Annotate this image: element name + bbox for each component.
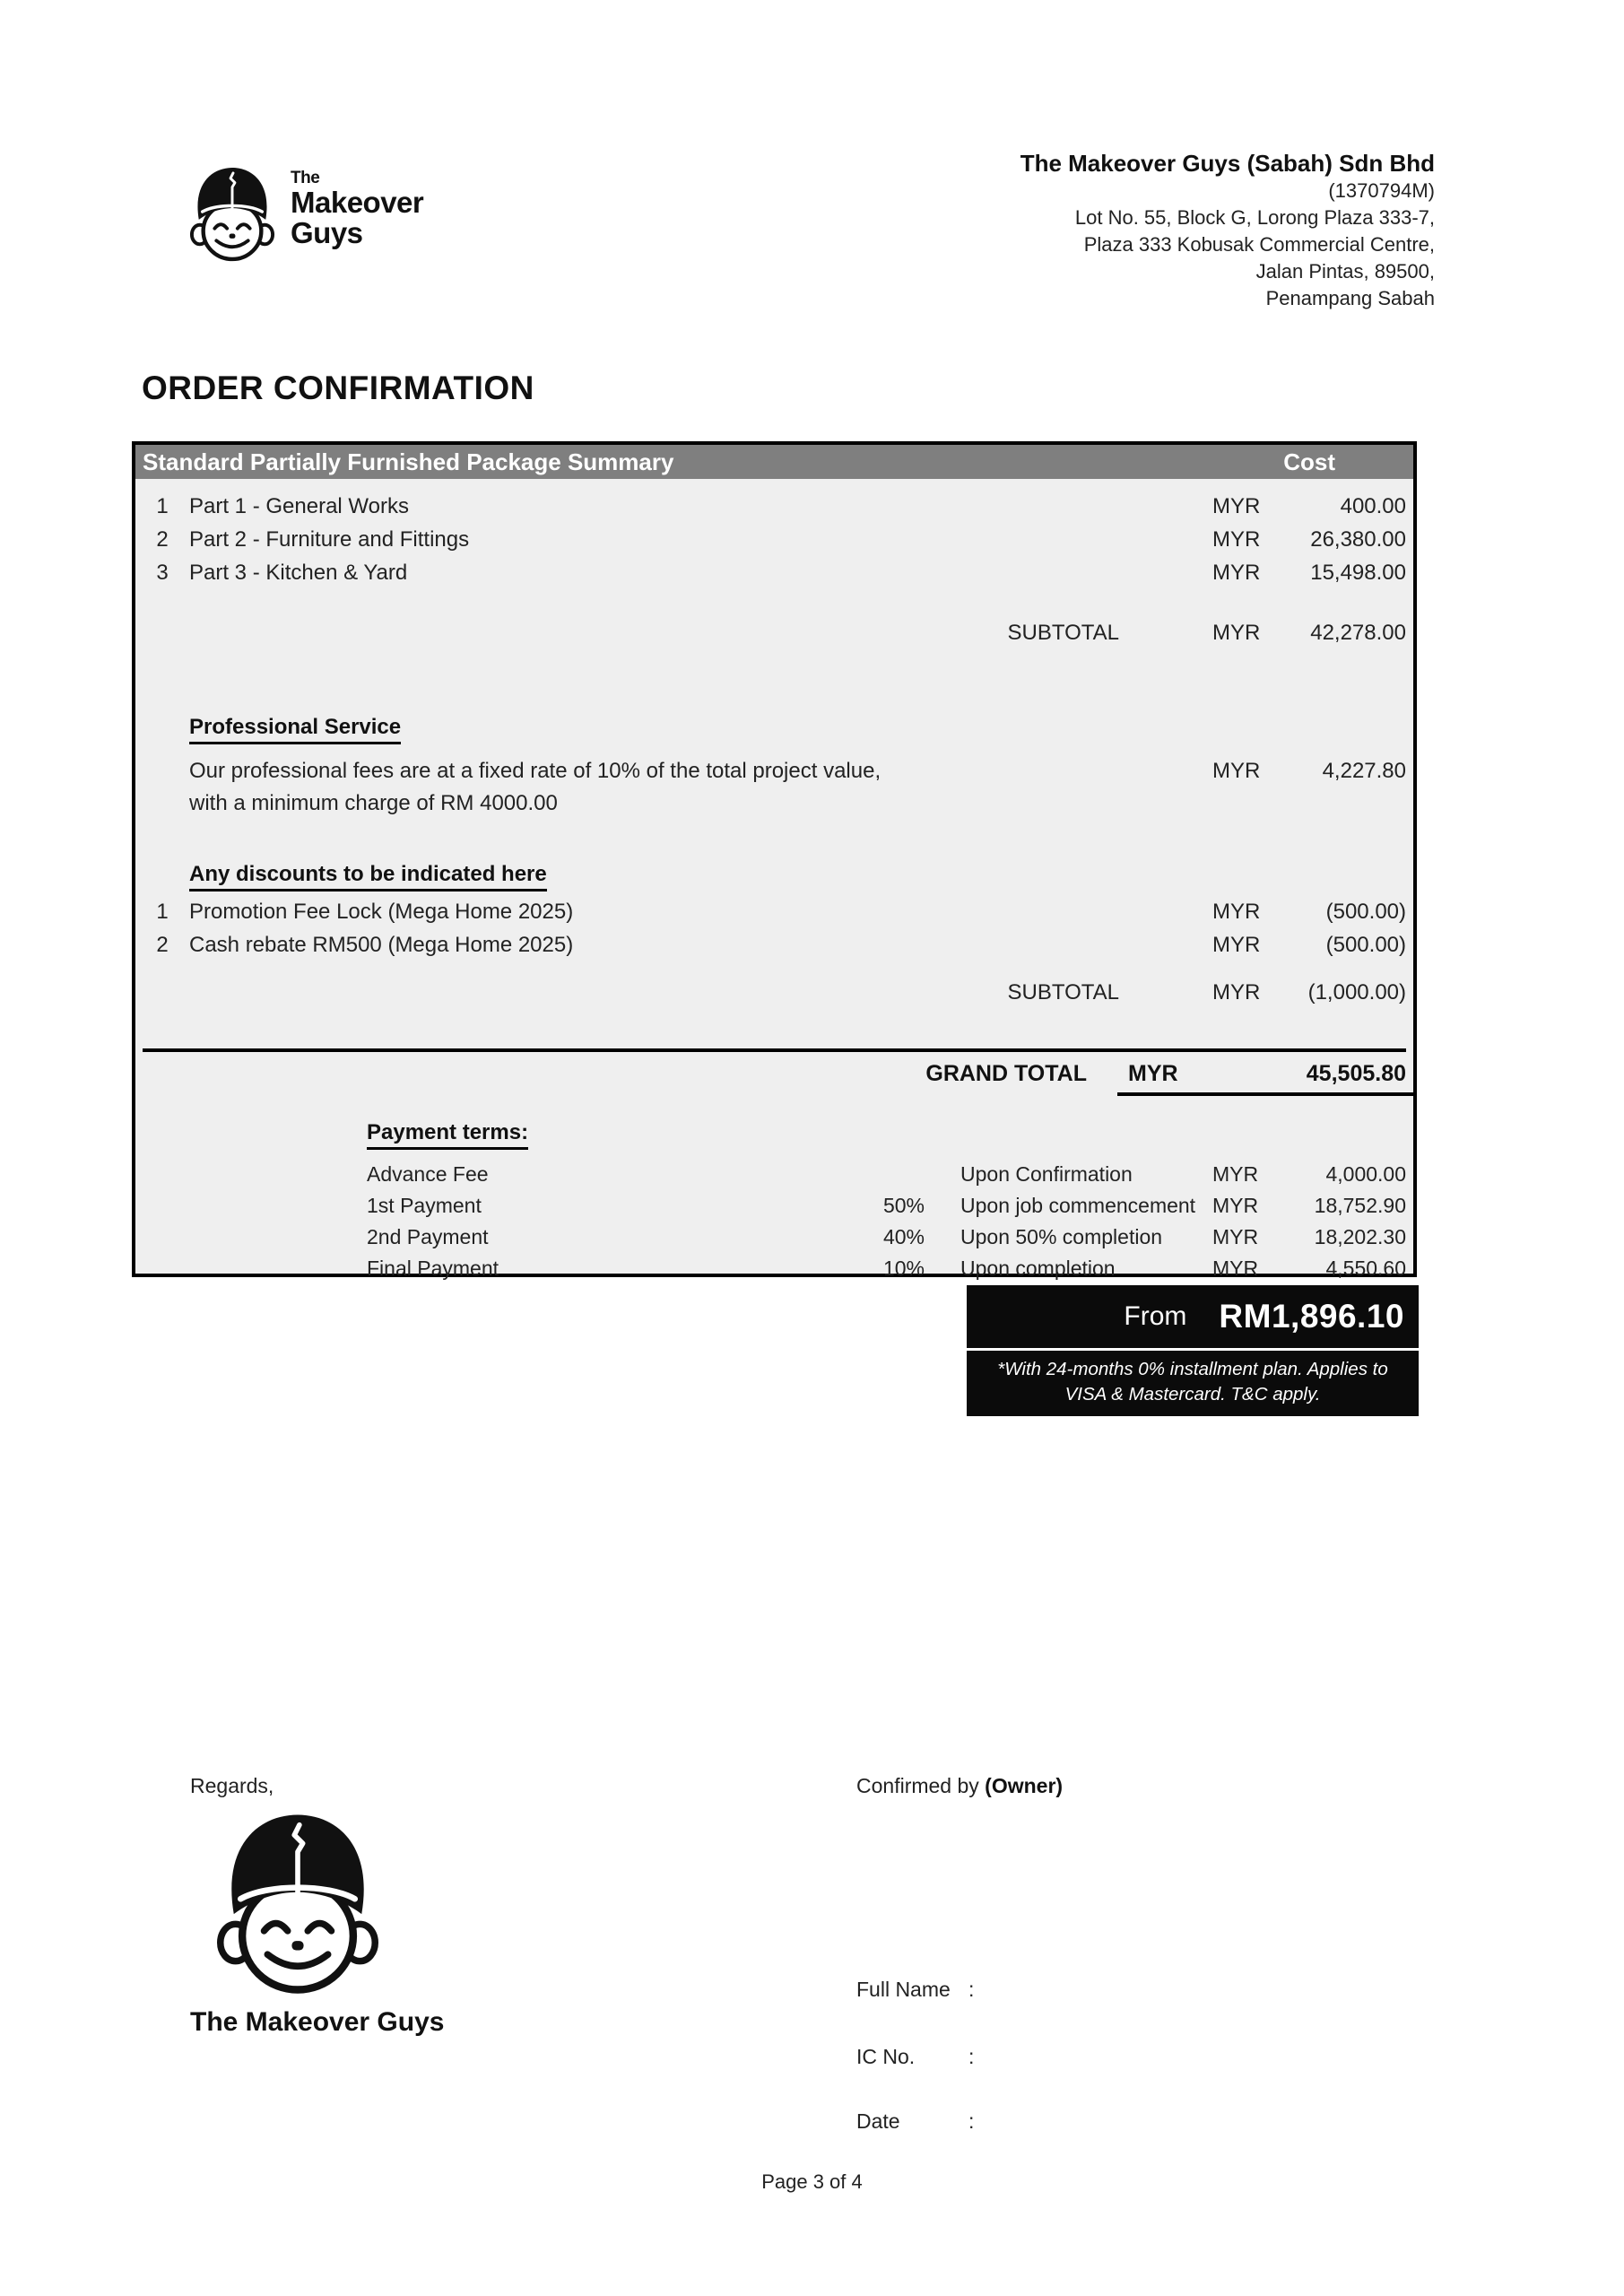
table-body [135,479,1413,1284]
payment-amount: 18,752.90 [1314,1194,1406,1217]
item-number: 3 [156,561,169,585]
payment-percentage: 40% [882,1225,925,1248]
subtotal-row [135,976,1413,1009]
payment-row [135,1253,1413,1284]
payment-amount: 4,550.60 [1325,1257,1406,1280]
brand-word-the: The [291,169,320,187]
page-number: Page 3 of 4 [761,2170,863,2193]
company-address-line: Jalan Pintas, 89500, [1255,260,1435,283]
currency-label: MYR [1212,933,1261,957]
payment-label: 2nd Payment [367,1225,489,1248]
company-address-line: Lot No. 55, Block G, Lorong Plaza 333-7, [1074,206,1435,229]
currency-label: MYR [1212,1162,1259,1186]
company-address-line: Plaza 333 Kobusak Commercial Centre, [1083,233,1435,256]
item-amount: 15,498.00 [1310,561,1406,585]
currency-label: MYR [1212,1257,1259,1280]
package-summary-table [132,441,1417,1280]
item-number: 2 [156,933,169,957]
discount-row [135,895,1413,928]
brand-word-makeover: Makeover [291,186,424,219]
brand-word-guys: Guys [291,216,363,249]
table-header-title: Standard Partially Furnished Package Summary [143,448,674,475]
signature-field-row [856,1978,974,2002]
payment-milestone: Upon 50% completion [960,1225,1163,1248]
field-colon: : [968,2045,975,2068]
promo-note-line: *With 24-months 0% installment plan. Applies to [997,1359,1388,1379]
payment-milestone: Upon job commencement [960,1194,1196,1217]
item-number: 1 [156,900,169,924]
company-info [1020,149,1435,312]
grand-total-row [135,1061,1413,1096]
promo-from-label: From [1124,1301,1187,1331]
currency-label: MYR [1212,980,1261,1004]
signature-company-name: The Makeover Guys [190,2007,445,2037]
field-label: IC No. [856,2045,916,2068]
line-item-row [135,523,1413,556]
payment-milestone: Upon Confirmation [960,1162,1133,1186]
item-description: Cash rebate RM500 (Mega Home 2025) [189,933,574,957]
installment-promo-box [967,1285,1419,1416]
currency-label: MYR [1212,494,1261,518]
field-label: Full Name [856,1978,951,2001]
payment-amount: 4,000.00 [1325,1162,1406,1186]
payment-percentage: 10% [882,1257,925,1280]
professional-service-heading: Professional Service [189,714,401,744]
subtotal-label: SUBTOTAL [1007,980,1119,1004]
currency-label: MYR [1212,1225,1259,1248]
payment-amount: 18,202.30 [1314,1225,1406,1248]
item-description: Part 2 - Furniture and Fittings [189,527,470,552]
item-amount: 400.00 [1340,494,1406,518]
signature-mascot-icon [213,1808,382,2001]
table-header [135,445,1413,479]
payment-terms-heading: Payment terms: [367,1119,528,1150]
payment-label: Advance Fee [367,1162,489,1186]
currency-label: MYR [1212,759,1261,783]
company-address-line: Penampang Sabah [1265,287,1435,309]
line-item-row [135,556,1413,589]
item-number: 1 [156,494,169,518]
payment-label: Final Payment [367,1257,499,1280]
item-description: Part 3 - Kitchen & Yard [189,561,408,585]
company-reg-no: (1370794M) [1328,179,1435,202]
currency-label: MYR [1128,1061,1178,1086]
currency-label: MYR [1212,621,1261,645]
field-label: Date [856,2109,900,2133]
currency-label: MYR [1212,561,1261,585]
professional-service-amount: 4,227.80 [1322,759,1406,783]
promo-note [967,1351,1419,1416]
currency-label: MYR [1212,1194,1259,1217]
grand-total-box [1117,1061,1413,1096]
item-amount: 26,380.00 [1310,527,1406,552]
grand-total-amount: 45,505.80 [1306,1061,1406,1086]
promo-price: RM1,896.10 [1219,1298,1404,1335]
discount-amount: (500.00) [1325,900,1406,924]
professional-service-description: Our professional fees are at a fixed rate of 10% of the total project value, with a minimum charge of RM 4000.00 [189,759,881,815]
payment-percentage: 50% [882,1194,925,1217]
payment-row [135,1190,1413,1222]
page-title: ORDER CONFIRMATION [142,370,534,406]
makeover-guy-mascot-icon [188,164,276,263]
item-description: Part 1 - General Works [189,494,409,518]
item-number: 2 [156,527,169,552]
confirmed-by-prefix: Confirmed by [856,1774,986,1797]
promo-price-row [967,1285,1419,1348]
item-description: Promotion Fee Lock (Mega Home 2025) [189,900,574,924]
line-item-row [135,490,1413,523]
payment-row [135,1222,1413,1253]
payment-row [135,1159,1413,1190]
regards-label: Regards, [190,1774,274,1797]
subtotal-label: SUBTOTAL [1007,621,1119,645]
brand-logo [188,164,423,263]
signature-field-row [856,2109,974,2134]
confirmed-by-label [856,1774,1063,1798]
grand-total-label: GRAND TOTAL [925,1061,1087,1086]
discounts-heading: Any discounts to be indicated here [189,861,547,891]
subtotal-amount: (1,000.00) [1307,980,1406,1004]
discount-amount: (500.00) [1325,933,1406,957]
promo-note-line: VISA & Mastercard. T&C apply. [1064,1384,1321,1405]
signature-field-row [856,2045,974,2069]
grand-total-divider [143,1048,1406,1052]
confirmed-by-owner: (Owner) [985,1774,1064,1797]
field-colon: : [968,1978,975,2001]
company-name: The Makeover Guys (Sabah) Sdn Bhd [1020,150,1435,177]
field-colon: : [968,2109,975,2133]
discount-row [135,928,1413,961]
subtotal-amount: 42,278.00 [1310,621,1406,645]
currency-label: MYR [1212,900,1261,924]
professional-service-row [135,755,1413,820]
cost-column-header: Cost [1283,448,1335,475]
payment-milestone: Upon completion [960,1257,1116,1280]
currency-label: MYR [1212,527,1261,552]
subtotal-row [135,616,1413,649]
payment-label: 1st Payment [367,1194,482,1217]
brand-wordmark [291,164,423,248]
payment-percentage [591,1159,925,1190]
